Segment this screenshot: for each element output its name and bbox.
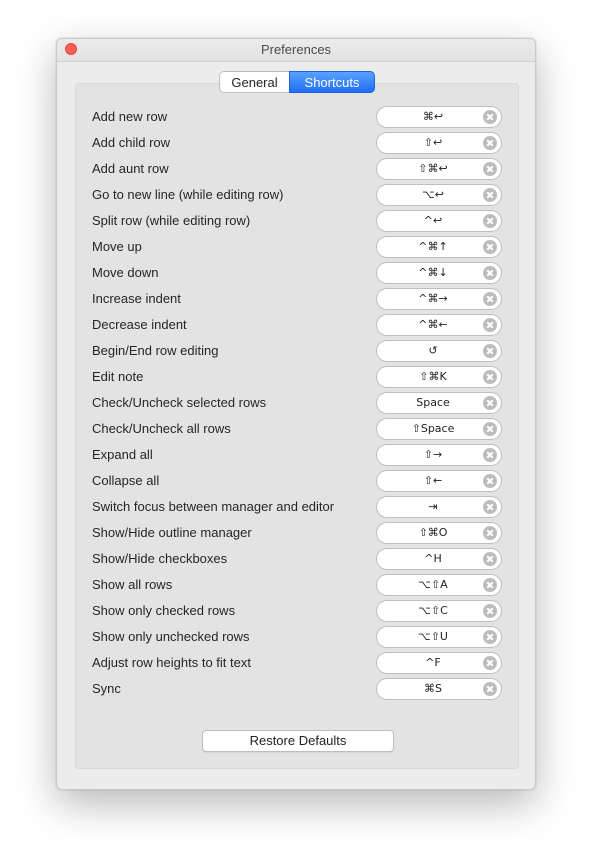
shortcut-row: [92, 314, 502, 338]
shortcut-row: [92, 626, 502, 650]
shortcut-label: Show/Hide checkboxes: [92, 551, 228, 566]
clear-icon[interactable]: [483, 396, 497, 410]
shortcut-keys: ⌥↩: [422, 188, 444, 201]
clear-icon[interactable]: [483, 370, 497, 384]
shortcut-row: [92, 132, 502, 156]
shortcut-label: Move down: [92, 265, 159, 280]
shortcut-row: [92, 444, 502, 468]
shortcut-keys: ⇧↩: [423, 136, 443, 149]
shortcut-label: Switch focus between manager and editor: [92, 499, 335, 514]
shortcut-label: Show only unchecked rows: [92, 629, 250, 644]
shortcut-label: Move up: [92, 239, 142, 254]
shortcut-recorder-field[interactable]: [376, 236, 502, 258]
shortcut-recorder-field[interactable]: [376, 314, 502, 336]
shortcut-label: Add new row: [92, 109, 168, 124]
tab-bar: [219, 71, 375, 93]
shortcut-keys: ^⌘↓: [418, 266, 448, 279]
shortcut-keys: ⌥⇧A: [418, 578, 448, 591]
shortcut-label: Split row (while editing row): [92, 213, 251, 228]
shortcut-label: Check/Uncheck all rows: [92, 421, 231, 436]
shortcut-label: Expand all: [92, 447, 153, 462]
shortcut-row: [92, 366, 502, 390]
shortcut-recorder-field[interactable]: [376, 470, 502, 492]
shortcut-label: Adjust row heights to fit text: [92, 655, 251, 670]
shortcut-keys: ⇧←: [423, 474, 443, 487]
clear-icon[interactable]: [483, 110, 497, 124]
clear-icon[interactable]: [483, 266, 497, 280]
shortcut-label: Collapse all: [92, 473, 160, 488]
shortcut-row: [92, 418, 502, 442]
shortcut-recorder-field[interactable]: [376, 678, 502, 700]
shortcut-label: Show all rows: [92, 577, 173, 592]
clear-icon[interactable]: [483, 552, 497, 566]
shortcut-keys: ⇧→: [423, 448, 443, 461]
shortcut-row: [92, 184, 502, 208]
clear-icon[interactable]: [483, 682, 497, 696]
tab-shortcuts[interactable]: Shortcuts: [289, 71, 375, 93]
shortcut-label: Add child row: [92, 135, 171, 150]
shortcut-keys: ^↩: [423, 214, 443, 227]
shortcut-recorder-field[interactable]: [376, 262, 502, 284]
window-title: Preferences: [260, 42, 332, 57]
clear-icon[interactable]: [483, 240, 497, 254]
shortcut-recorder-field[interactable]: [376, 652, 502, 674]
shortcut-row: [92, 600, 502, 624]
clear-icon[interactable]: [483, 630, 497, 644]
shortcut-label: Add aunt row: [92, 161, 169, 176]
clear-icon[interactable]: [483, 136, 497, 150]
shortcut-keys: ⇥: [428, 500, 438, 513]
clear-icon[interactable]: [483, 526, 497, 540]
shortcut-row: [92, 678, 502, 702]
clear-icon[interactable]: [483, 422, 497, 436]
shortcut-recorder-field[interactable]: [376, 548, 502, 570]
shortcut-recorder-field[interactable]: [376, 392, 502, 414]
shortcut-recorder-field[interactable]: [376, 522, 502, 544]
shortcut-recorder-field[interactable]: [376, 366, 502, 388]
shortcut-row: [92, 210, 502, 234]
shortcut-row: [92, 548, 502, 572]
shortcut-keys: ⇧⌘O: [418, 526, 448, 539]
shortcut-label: Increase indent: [92, 291, 181, 306]
shortcut-row: [92, 470, 502, 494]
shortcut-row: [92, 522, 502, 546]
shortcut-recorder-field[interactable]: [376, 132, 502, 154]
shortcuts-panel: [75, 83, 519, 769]
shortcut-label: Begin/End row editing: [92, 343, 219, 358]
shortcut-recorder-field[interactable]: [376, 158, 502, 180]
shortcut-keys: ⇧Space: [411, 422, 455, 435]
shortcut-row: [92, 652, 502, 676]
shortcut-recorder-field[interactable]: [376, 626, 502, 648]
shortcut-keys: ⌥⇧U: [418, 630, 448, 643]
shortcut-row: [92, 574, 502, 598]
shortcut-label: Decrease indent: [92, 317, 187, 332]
shortcut-keys: ⇧⌘↩: [418, 162, 448, 175]
shortcut-keys: ⌘S: [424, 682, 442, 695]
shortcut-label: Edit note: [92, 369, 144, 384]
shortcut-keys: ⌥⇧C: [418, 604, 448, 617]
shortcut-label: Show only checked rows: [92, 603, 236, 618]
shortcut-keys: Space: [416, 396, 450, 409]
shortcut-keys: ⌘↩: [422, 110, 444, 123]
shortcut-row: [92, 288, 502, 312]
shortcut-row: [92, 392, 502, 416]
shortcut-recorder-field[interactable]: [376, 418, 502, 440]
clear-icon[interactable]: [483, 578, 497, 592]
clear-icon[interactable]: [483, 344, 497, 358]
shortcut-recorder-field[interactable]: [376, 340, 502, 362]
shortcut-keys: ^F: [425, 656, 441, 669]
title-bar: [57, 39, 535, 62]
shortcut-recorder-field[interactable]: [376, 444, 502, 466]
shortcut-keys: ^⌘←: [418, 318, 448, 331]
clear-icon[interactable]: [483, 474, 497, 488]
shortcut-recorder-field[interactable]: [376, 496, 502, 518]
shortcut-keys: ^⌘↑: [418, 240, 448, 253]
clear-icon[interactable]: [483, 214, 497, 228]
shortcut-row: [92, 496, 502, 520]
restore-defaults-button[interactable]: Restore Defaults: [202, 730, 394, 752]
shortcut-keys: ↺: [428, 344, 438, 357]
shortcut-recorder-field[interactable]: [376, 288, 502, 310]
clear-icon[interactable]: [483, 500, 497, 514]
clear-icon[interactable]: [483, 448, 497, 462]
shortcut-keys: ⇧⌘K: [419, 370, 447, 383]
clear-icon[interactable]: [483, 604, 497, 618]
shortcut-row: [92, 236, 502, 260]
shortcut-row: [92, 340, 502, 364]
clear-icon[interactable]: [483, 318, 497, 332]
shortcut-row: [92, 262, 502, 286]
shortcut-label: Show/Hide outline manager: [92, 525, 252, 540]
preferences-window: [56, 38, 536, 790]
shortcut-row: [92, 158, 502, 182]
shortcut-recorder-field[interactable]: [376, 210, 502, 232]
tab-general[interactable]: General: [219, 71, 289, 93]
shortcut-keys: ^H: [424, 552, 442, 565]
shortcut-recorder-field[interactable]: [376, 184, 502, 206]
shortcut-keys: ^⌘→: [418, 292, 448, 305]
shortcut-label: Go to new line (while editing row): [92, 187, 284, 202]
shortcut-recorder-field[interactable]: [376, 106, 502, 128]
shortcut-recorder-field[interactable]: [376, 600, 502, 622]
clear-icon[interactable]: [483, 188, 497, 202]
shortcut-label: Check/Uncheck selected rows: [92, 395, 267, 410]
clear-icon[interactable]: [483, 656, 497, 670]
shortcut-row: [92, 106, 502, 130]
clear-icon[interactable]: [483, 292, 497, 306]
shortcut-label: Sync: [92, 681, 121, 696]
clear-icon[interactable]: [483, 162, 497, 176]
shortcut-recorder-field[interactable]: [376, 574, 502, 596]
